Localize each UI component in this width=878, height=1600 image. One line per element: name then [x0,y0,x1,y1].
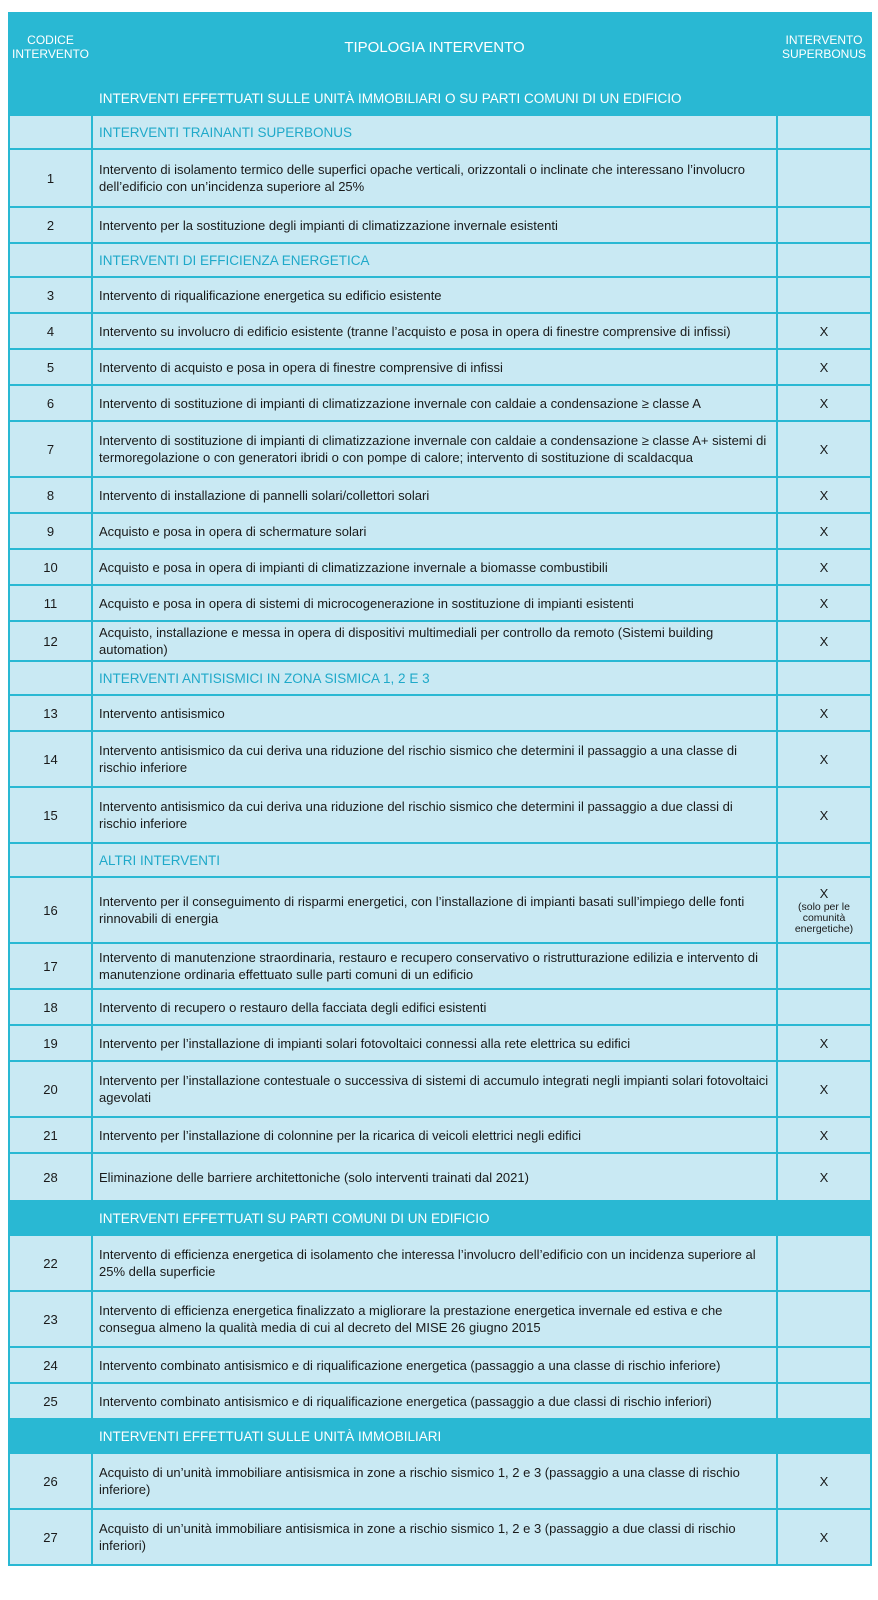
superbonus-x: X [819,1473,829,1489]
table-row [9,277,871,313]
intervention-description: Intervento per il conseguimento di risparmi energetici, con l’installazione di impianti basati sull’impiego delle fonti rinnovabili di energia [92,877,777,943]
superbonus-mark [777,313,871,349]
intervention-description: Eliminazione delle barriere architettoniche (solo interventi trainati dal 2021) [92,1153,777,1201]
table-row [9,477,871,513]
table-row [9,349,871,385]
intervention-code: 8 [9,477,92,513]
intervention-code: 7 [9,421,92,477]
intervention-description: Intervento di acquisto e posa in opera di finestre comprensive di infissi [92,349,777,385]
superbonus-x: X [819,751,829,767]
superbonus-mark [777,149,871,207]
intervention-description: Intervento di isolamento termico delle superfici opache verticali, orizzontali o inclinate che interessano l’involucro dell’edificio con un’incidenza superiore al 25% [92,149,777,207]
superbonus-x: X [819,1081,829,1097]
intervention-code: 18 [9,989,92,1025]
intervention-code: 22 [9,1235,92,1291]
superbonus-x: X [819,1127,829,1143]
superbonus-mark [777,1235,871,1291]
subsection-mark-cell [777,661,871,695]
table-row [9,1117,871,1153]
superbonus-x: X [819,1035,829,1051]
table-row [9,585,871,621]
superbonus-mark [777,877,871,943]
interventions-table-wrapper [8,12,870,1566]
superbonus-mark [777,695,871,731]
intervention-description: Intervento di recupero o restauro della facciata degli edifici esistenti [92,989,777,1025]
table-row [9,877,871,943]
table-row [9,313,871,349]
intervention-description: Intervento combinato antisismico e di riqualificazione energetica (passaggio a una classe di rischio inferiore) [92,1347,777,1383]
intervention-description: Intervento combinato antisismico e di riqualificazione energetica (passaggio a due classi di rischio inferiori) [92,1383,777,1419]
subsection-title: ALTRI INTERVENTI [92,843,777,877]
subsection-code-cell [9,243,92,277]
superbonus-mark [777,513,871,549]
intervention-code: 19 [9,1025,92,1061]
intervention-description: Intervento antisismico [92,695,777,731]
intervention-description: Intervento per l’installazione di impianti solari fotovoltaici connessi alla rete elettrica su edifici [92,1025,777,1061]
superbonus-mark [777,1383,871,1419]
intervention-description: Intervento su involucro di edificio esistente (tranne l’acquisto e posa in opera di finestre comprensive di infissi) [92,313,777,349]
header-code: CODICE INTERVENTO [9,13,92,81]
intervention-description: Intervento per l’installazione contestuale o successiva di sistemi di accumulo integrati negli impianti solari fotovoltaici agevolati [92,1061,777,1117]
table-row [9,385,871,421]
superbonus-x: X [819,886,829,901]
superbonus-mark [777,1117,871,1153]
table-header-row [9,13,871,81]
intervention-description: Intervento per l’installazione di colonnine per la ricarica di veicoli elettrici negli edifici [92,1117,777,1153]
intervention-description: Intervento di installazione di pannelli solari/collettori solari [92,477,777,513]
section-title: INTERVENTI EFFETTUATI SU PARTI COMUNI DI UN EDIFICIO [9,1201,871,1235]
table-row [9,149,871,207]
intervention-code: 1 [9,149,92,207]
section-header-row [9,1201,871,1235]
intervention-code: 10 [9,549,92,585]
table-row [9,731,871,787]
intervention-description: Intervento di riqualificazione energetica su edificio esistente [92,277,777,313]
table-row [9,1061,871,1117]
intervention-code: 23 [9,1291,92,1347]
superbonus-x: X [819,359,829,375]
table-row [9,1153,871,1201]
intervention-code: 28 [9,1153,92,1201]
table-row [9,207,871,243]
superbonus-x: X [819,807,829,823]
intervention-description: Acquisto di un’unità immobiliare antisismica in zone a rischio sismico 1, 2 e 3 (passaggio a due classi di rischio inferiori) [92,1509,777,1565]
superbonus-x: X [819,441,829,457]
intervention-code: 17 [9,943,92,989]
superbonus-mark [777,1291,871,1347]
intervention-description: Intervento di efficienza energetica di isolamento che interessa l’involucro dell’edificio con un incidenza superiore al 25% della superficie [92,1235,777,1291]
table-row [9,1025,871,1061]
superbonus-mark [777,1025,871,1061]
intervention-code: 6 [9,385,92,421]
superbonus-mark [777,549,871,585]
superbonus-x: X [819,1529,829,1545]
table-row [9,989,871,1025]
intervention-description: Intervento di manutenzione straordinaria, restauro e recupero conservativo o ristrutturazione edilizia e intervento di manutenzione ordinaria effettuato sulle parti comuni di un edificio [92,943,777,989]
superbonus-x: X [819,633,829,649]
intervention-code: 27 [9,1509,92,1565]
section-header-row [9,81,871,115]
subsection-title: INTERVENTI TRAINANTI SUPERBONUS [92,115,777,149]
intervention-code: 24 [9,1347,92,1383]
intervention-code: 12 [9,621,92,661]
superbonus-x: X [819,705,829,721]
superbonus-mark [777,787,871,843]
subsection-title: INTERVENTI DI EFFICIENZA ENERGETICA [92,243,777,277]
intervention-code: 25 [9,1383,92,1419]
subsection-mark-cell [777,843,871,877]
intervention-description: Intervento di sostituzione di impianti di climatizzazione invernale con caldaie a condensazione ≥ classe A [92,385,777,421]
subsection-row [9,115,871,149]
subsection-code-cell [9,661,92,695]
intervention-code: 16 [9,877,92,943]
table-row [9,421,871,477]
subsection-row [9,843,871,877]
superbonus-x: X [819,487,829,503]
superbonus-mark [777,207,871,243]
intervention-description: Intervento per la sostituzione degli impianti di climatizzazione invernale esistenti [92,207,777,243]
superbonus-x: X [819,323,829,339]
superbonus-mark [777,1153,871,1201]
table-row [9,1347,871,1383]
intervention-code: 5 [9,349,92,385]
superbonus-mark [777,1061,871,1117]
intervention-code: 3 [9,277,92,313]
table-row [9,549,871,585]
table-row [9,1453,871,1509]
table-row [9,1383,871,1419]
superbonus-x: X [819,1169,829,1185]
table-row [9,1291,871,1347]
superbonus-x: X [819,595,829,611]
superbonus-note: (solo per le comunità energetiche) [794,901,854,935]
subsection-mark-cell [777,115,871,149]
superbonus-mark [777,385,871,421]
section-title: INTERVENTI EFFETTUATI SULLE UNITÀ IMMOBILIARI [9,1419,871,1453]
intervention-description: Acquisto e posa in opera di schermature solari [92,513,777,549]
intervention-code: 26 [9,1453,92,1509]
superbonus-mark [777,1347,871,1383]
subsection-row [9,243,871,277]
table-row [9,787,871,843]
intervention-description: Intervento di sostituzione di impianti di climatizzazione invernale con caldaie a condensazione ≥ classe A+ sistemi di termoregolazione o con generatori ibridi o con pompe di calore; intervento di sostituzione di scaldacqua [92,421,777,477]
intervention-description: Acquisto di un’unità immobiliare antisismica in zone a rischio sismico 1, 2 e 3 (passaggio a una classe di rischio inferiore) [92,1453,777,1509]
intervention-description: Intervento di efficienza energetica finalizzato a migliorare la prestazione energetica invernale ed estiva e che consegua almeno la qualità media di cui al decreto del MISE 26 giugno 2015 [92,1291,777,1347]
superbonus-mark [777,621,871,661]
subsection-title: INTERVENTI ANTISISMICI IN ZONA SISMICA 1, 2 E 3 [92,661,777,695]
section-title: INTERVENTI EFFETTUATI SULLE UNITÀ IMMOBILIARI O SU PARTI COMUNI DI UN EDIFICIO [9,81,871,115]
interventions-table [8,12,872,1566]
intervention-description: Intervento antisismico da cui deriva una riduzione del rischio sismico che determini il passaggio a due classi di rischio inferiore [92,787,777,843]
superbonus-mark [777,731,871,787]
superbonus-mark [777,585,871,621]
intervention-code: 20 [9,1061,92,1117]
superbonus-x: X [819,559,829,575]
subsection-mark-cell [777,243,871,277]
superbonus-mark [777,1509,871,1565]
superbonus-mark [777,349,871,385]
intervention-description: Acquisto e posa in opera di sistemi di microcogenerazione in sostituzione di impianti esistenti [92,585,777,621]
table-row [9,621,871,661]
superbonus-x: X [819,523,829,539]
intervention-code: 14 [9,731,92,787]
intervention-code: 2 [9,207,92,243]
superbonus-mark [777,421,871,477]
header-superbonus: INTERVENTO SUPERBONUS [777,13,871,81]
superbonus-mark [777,989,871,1025]
superbonus-mark [777,1453,871,1509]
intervention-code: 21 [9,1117,92,1153]
intervention-description: Intervento antisismico da cui deriva una riduzione del rischio sismico che determini il passaggio a una classe di rischio inferiore [92,731,777,787]
superbonus-mark [777,277,871,313]
intervention-code: 4 [9,313,92,349]
intervention-code: 11 [9,585,92,621]
superbonus-x: X [819,395,829,411]
intervention-description: Acquisto e posa in opera di impianti di climatizzazione invernale a biomasse combustibili [92,549,777,585]
subsection-code-cell [9,843,92,877]
table-row [9,513,871,549]
intervention-code: 13 [9,695,92,731]
intervention-code: 15 [9,787,92,843]
table-row [9,695,871,731]
table-body [9,81,871,1565]
table-row [9,1235,871,1291]
superbonus-mark [777,477,871,513]
intervention-code: 9 [9,513,92,549]
intervention-description: Acquisto, installazione e messa in opera di dispositivi multimediali per controllo da remoto (Sistemi building automation) [92,621,777,661]
header-tipologia: TIPOLOGIA INTERVENTO [92,13,777,81]
subsection-code-cell [9,115,92,149]
table-row [9,943,871,989]
section-header-row [9,1419,871,1453]
subsection-row [9,661,871,695]
superbonus-mark [777,943,871,989]
table-row [9,1509,871,1565]
